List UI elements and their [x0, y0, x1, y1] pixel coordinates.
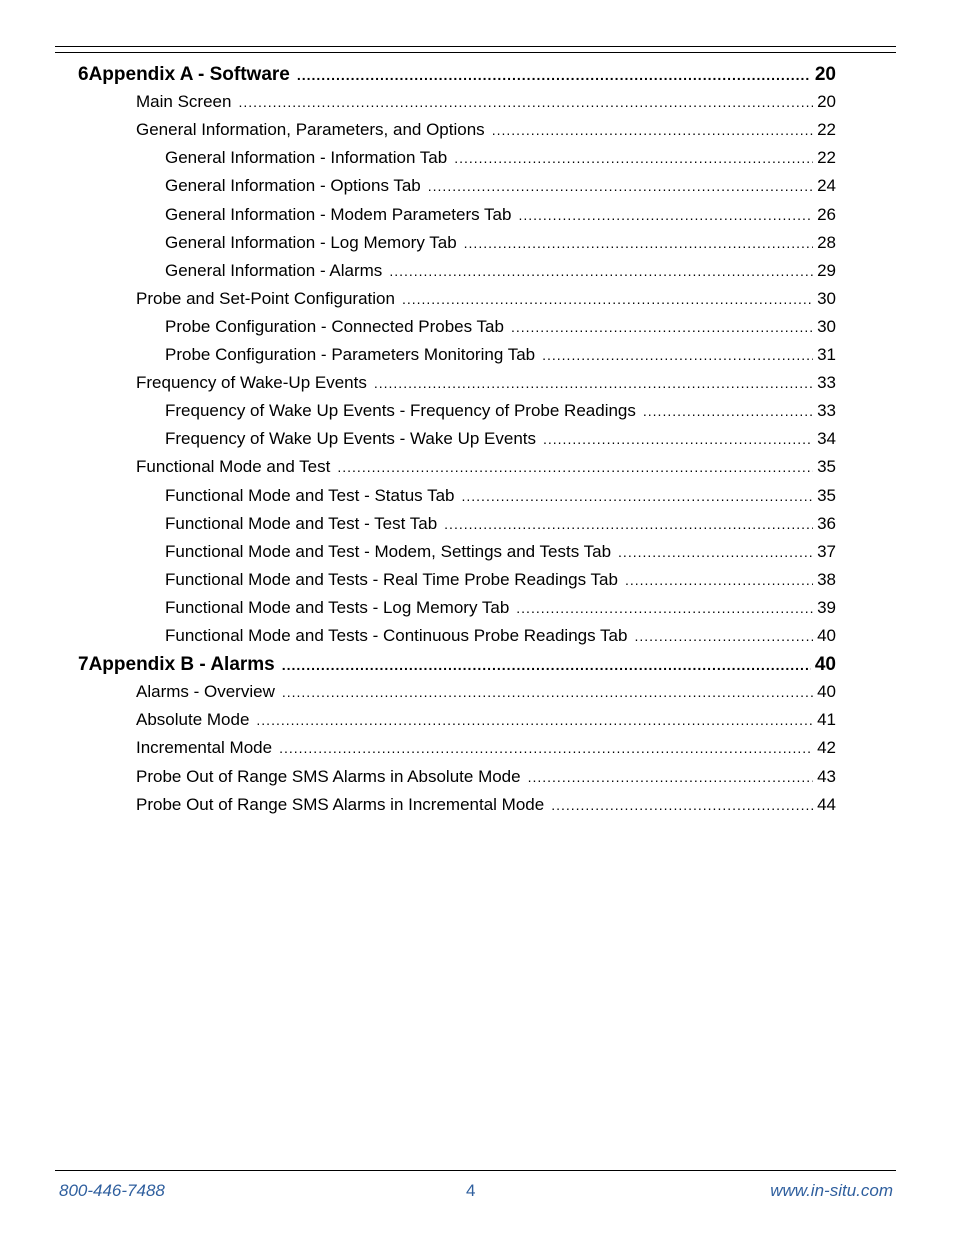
toc-entry-title: Probe Out of Range SMS Alarms in Incremental Mode — [136, 794, 545, 814]
toc-page-number: 28 — [817, 232, 836, 252]
header-rule-top — [55, 46, 896, 47]
toc-page-number: 37 — [817, 541, 836, 561]
toc-page-number: 40 — [817, 626, 836, 645]
toc-section-entry[interactable] — [136, 289, 836, 309]
toc-entry-title: Functional Mode and Test - Modem, Settings and Tests Tab — [165, 541, 612, 561]
toc-page-number: 36 — [817, 513, 836, 533]
toc-entry-title: General Information - Options Tab — [165, 176, 421, 196]
toc-dot-leader — [462, 488, 814, 504]
toc-subsection-entry[interactable] — [165, 233, 836, 253]
toc-page-number: 40 — [817, 682, 836, 702]
toc-dot-leader — [428, 178, 813, 194]
toc-subsection-entry[interactable] — [165, 514, 836, 534]
toc-subsection-entry[interactable] — [165, 317, 836, 337]
toc-dot-leader — [464, 235, 813, 251]
toc-subsection-entry[interactable] — [165, 261, 836, 281]
toc-page-number: 31 — [817, 345, 836, 364]
toc-dot-leader — [279, 740, 813, 756]
toc-subsection-entry[interactable] — [165, 542, 836, 562]
toc-page-number: 29 — [817, 260, 836, 280]
toc-entry-title: Probe Configuration - Connected Probes Tab — [165, 316, 504, 336]
toc-dot-leader — [282, 657, 811, 673]
toc-entry-title: Frequency of Wake Up Events - Frequency of Probe Readings — [165, 401, 636, 421]
toc-entry-title: Appendix A - Software — [88, 64, 290, 85]
toc-entry-title: Probe and Set-Point Configuration — [136, 288, 395, 308]
toc-dot-leader — [492, 122, 813, 138]
toc-entry-title: General Information, Parameters, and Options — [136, 120, 485, 140]
toc-page-number: 43 — [817, 766, 836, 786]
toc-dot-leader — [297, 67, 811, 83]
toc-page-number: 20 — [817, 92, 836, 112]
toc-entry-title: Functional Mode and Tests - Continuous Probe Readings Tab — [165, 626, 628, 645]
toc-entry-title: Functional Mode and Tests - Log Memory Tab — [165, 597, 510, 617]
toc-subsection-entry[interactable] — [165, 176, 836, 196]
toc-page-number: 24 — [817, 176, 836, 196]
toc-dot-leader — [551, 797, 813, 813]
toc-page-number: 35 — [817, 457, 836, 477]
toc-chapter-entry[interactable] — [78, 654, 836, 676]
toc-dot-leader — [282, 684, 813, 700]
toc-page-number: 33 — [817, 401, 836, 421]
toc-section-entry[interactable] — [136, 92, 836, 112]
toc-subsection-entry[interactable] — [165, 570, 836, 590]
toc-page-number: 33 — [817, 373, 836, 393]
toc-entry-title: General Information - Information Tab — [165, 148, 448, 168]
toc-page-number: 42 — [817, 738, 836, 758]
toc-page-number: 22 — [817, 148, 836, 168]
toc-subsection-entry[interactable] — [165, 429, 836, 449]
footer-page-number: 4 — [466, 1181, 476, 1200]
toc-subsection-entry[interactable] — [165, 626, 836, 646]
toc-entry-title: Alarms - Overview — [136, 682, 275, 702]
toc-entry-title: General Information - Alarms — [165, 260, 383, 280]
toc-dot-leader — [238, 94, 813, 110]
toc-page-number: 44 — [817, 794, 836, 814]
toc-page-number: 41 — [817, 710, 836, 730]
toc-entry-title: General Information - Modem Parameters Tab — [165, 204, 512, 224]
header-rule-bottom — [55, 52, 896, 53]
toc-section-entry[interactable] — [136, 738, 836, 758]
toc-section-entry[interactable] — [136, 373, 836, 393]
toc-section-entry[interactable] — [136, 682, 836, 702]
toc-dot-leader — [389, 263, 813, 279]
toc-dot-leader — [625, 572, 813, 588]
toc-entry-title: Absolute Mode — [136, 710, 250, 730]
toc-dot-leader — [444, 516, 813, 532]
toc-page-number: 39 — [817, 597, 836, 617]
toc-entry-title: Frequency of Wake-Up Events — [136, 373, 367, 393]
toc-entry-title: Appendix B - Alarms — [88, 654, 275, 676]
toc-page-number: 34 — [817, 429, 836, 449]
toc-dot-leader — [337, 459, 813, 475]
toc-entry-title: Functional Mode and Test — [136, 457, 331, 477]
footer-website[interactable]: www.in-situ.com — [770, 1181, 893, 1200]
toc-section-entry[interactable] — [136, 710, 836, 730]
toc-page-number: 22 — [817, 120, 836, 140]
toc-dot-leader — [402, 291, 813, 307]
toc-dot-leader — [454, 150, 813, 166]
toc-page-number: 40 — [814, 654, 836, 676]
toc-subsection-entry[interactable] — [165, 401, 836, 421]
toc-entry-title: Main Screen — [136, 92, 232, 112]
toc-subsection-entry[interactable] — [165, 598, 836, 618]
toc-dot-leader — [518, 207, 813, 223]
toc-section-entry[interactable] — [136, 120, 836, 140]
toc-page-number: 30 — [817, 288, 836, 308]
toc-subsection-entry[interactable] — [165, 486, 836, 506]
toc-subsection-entry[interactable] — [165, 345, 836, 365]
toc-dot-leader — [256, 712, 813, 728]
toc-dot-leader — [528, 769, 813, 785]
toc-entry-title: Probe Out of Range SMS Alarms in Absolute Mode — [136, 766, 521, 786]
toc-entry-title: Frequency of Wake Up Events - Wake Up Events — [165, 429, 536, 449]
toc-dot-leader — [542, 347, 813, 363]
toc-chapter-number: 7 — [78, 654, 89, 676]
toc-entry-title: General Information - Log Memory Tab — [165, 232, 457, 252]
toc-page-number: 30 — [817, 316, 836, 336]
footer-rule — [55, 1170, 896, 1171]
toc-entry-title: Incremental Mode — [136, 738, 273, 758]
toc-section-entry[interactable] — [136, 795, 836, 815]
toc-page-number: 20 — [814, 64, 836, 85]
footer-phone: 800-446-7488 — [59, 1181, 165, 1200]
toc-section-entry[interactable] — [136, 767, 836, 787]
toc-subsection-entry[interactable] — [165, 205, 836, 225]
toc-section-entry[interactable] — [136, 457, 836, 477]
toc-entry-title: Probe Configuration - Parameters Monitoring Tab — [165, 345, 536, 364]
toc-page-number: 38 — [817, 569, 836, 589]
toc-dot-leader — [618, 544, 813, 560]
toc-dot-leader — [516, 600, 813, 616]
toc-chapter-number: 6 — [78, 64, 89, 85]
toc-page-number: 26 — [817, 204, 836, 224]
toc-entry-title: Functional Mode and Test - Test Tab — [165, 513, 438, 533]
toc-dot-leader — [643, 403, 813, 419]
toc-dot-leader — [543, 431, 813, 447]
toc-subsection-entry[interactable] — [165, 148, 836, 168]
toc-dot-leader — [374, 375, 813, 391]
toc-entry-title: Functional Mode and Tests - Real Time Probe Readings Tab — [165, 569, 618, 589]
toc-dot-leader — [634, 628, 813, 644]
toc-entry-title: Functional Mode and Test - Status Tab — [165, 485, 455, 505]
toc-chapter-entry[interactable] — [78, 64, 836, 86]
toc-dot-leader — [511, 319, 813, 335]
toc-page-number: 35 — [817, 485, 836, 505]
